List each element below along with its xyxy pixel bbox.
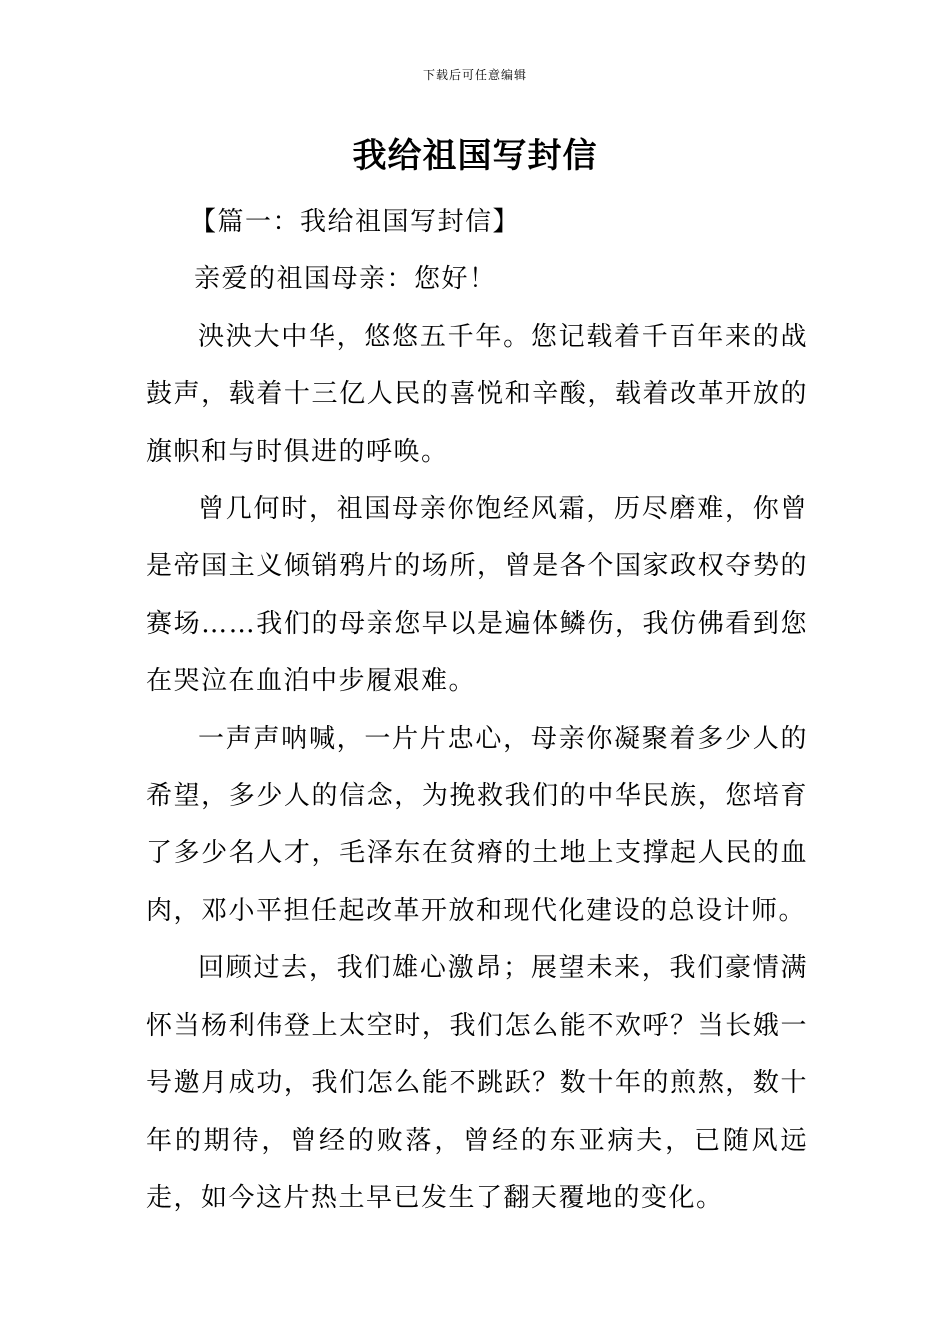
body-paragraph: 一声声呐喊，一片片忠心，母亲你凝聚着多少人的希望，多少人的信念，为挽救我们的中华民族，您培育了多少名人才，毛泽东在贫瘠的土地上支撑起人民的血肉，邓小平担任起改革开放和现代化建设的总设计师。 xyxy=(146,723,808,926)
body-paragraph: 回顾过去，我们雄心激昂；展望未来，我们豪情满怀当杨利伟登上太空时，我们怎么能不欢呼？当长娥一号邀月成功，我们怎么能不跳跃？数十年的煎熬，数十年的期待，曾经的败落，曾经的东亚病夫，已随风远走，如今这片热土早已发生了翻天覆地的变化。 xyxy=(146,953,808,1213)
section-heading: 【篇一：我给祖国写封信】 xyxy=(190,207,521,237)
document-title: 我给祖国写封信 xyxy=(352,136,598,176)
salutation: 亲爱的祖国母亲：您好！ xyxy=(194,264,497,295)
header-note: 下载后可任意编辑 xyxy=(422,68,527,82)
document-body xyxy=(146,194,808,1227)
body-paragraph: 泱泱大中华，悠悠五千年。您记载着千百年来的战鼓声，载着十三亿人民的喜悦和辛酸，载着改革开放的旗帜和与时俱进的呼唤。 xyxy=(146,321,808,467)
body-paragraph: 曾几何时，祖国母亲你饱经风霜，历尽磨难，你曾是帝国主义倾销鸦片的场所，曾是各个国家政权夺势的赛场……我们的母亲您早以是遍体鳞伤，我仿佛看到您在哭泣在血泊中步履艰难。 xyxy=(146,494,808,697)
